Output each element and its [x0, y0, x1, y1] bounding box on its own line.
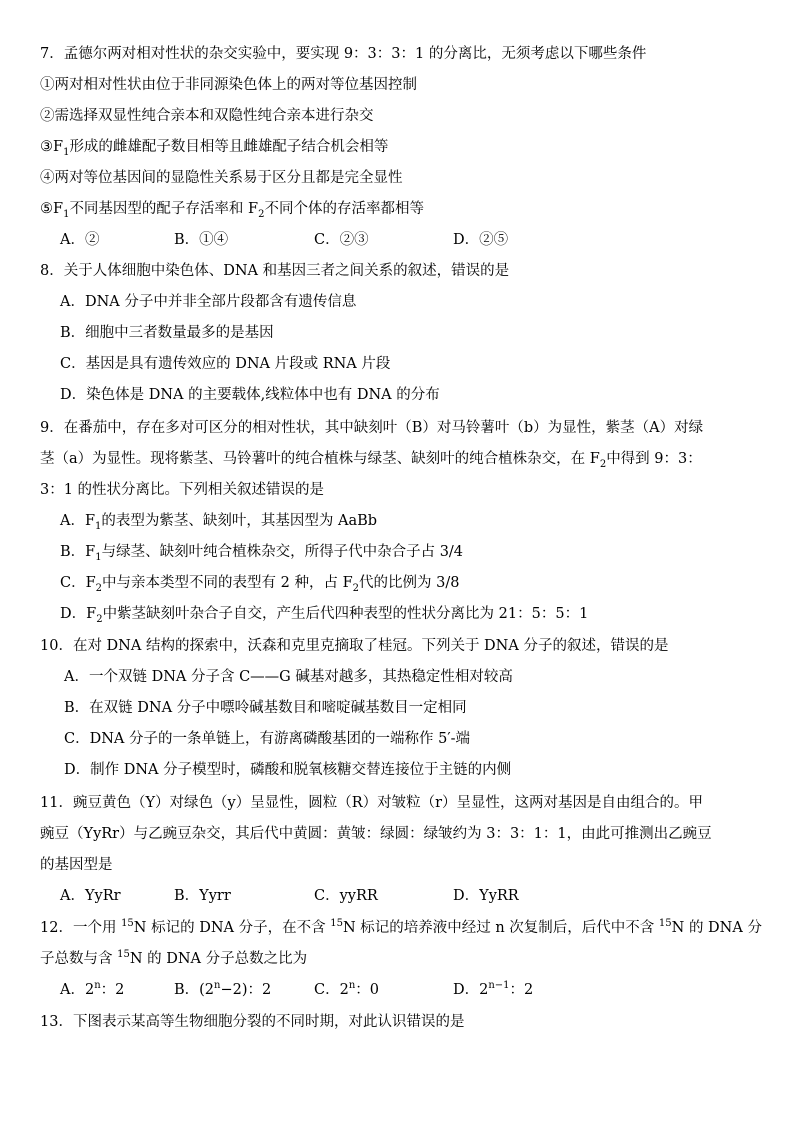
- q12-option-c: C．2$^n$：0: [314, 980, 380, 998]
- q8-option-a: A．DNA 分子中并非全部片段都含有遗传信息: [60, 294, 357, 310]
- q11-option-c: C．yyRR: [314, 888, 378, 904]
- q9-stem-line-1: 9．在番茄中，存在多对可区分的相对性状，其中缺刻叶（B）对马铃薯叶（b）为显性，紫茎（A）对绿: [40, 420, 704, 436]
- q7-option-b: B．①④: [174, 232, 229, 248]
- q11-stem-line-3: 的基因型是: [40, 857, 113, 873]
- q8-option-d: D．染色体是 DNA 的主要载体,线粒体中也有 DNA 的分布: [60, 387, 440, 403]
- q7-option-d: D．②⑤: [453, 232, 509, 248]
- q9-option-a: A．$F_1$的表型为紫茎、缺刻叶，其基因型为 AaBb: [60, 513, 378, 532]
- q12-stem-line-1: 12．一个用 $^{15}$N 标记的 DNA 分子，在不含 $^{15}$N 标记的培养液中经过 n 次复制后，后代中不含 $^{15}$N 的 DNA 分: [40, 918, 762, 936]
- q7-option-c: C．②③: [314, 232, 369, 248]
- q12-option-d: D．$2^{n-1}$：2: [453, 980, 534, 998]
- q10-option-d: D．制作 DNA 分子模型时，磷酸和脱氧核糖交替连接位于主链的内侧: [64, 762, 512, 778]
- q10-option-a: A．一个双链 DNA 分子含 C——G 碱基对越多，其热稳定性相对较高: [64, 669, 513, 685]
- q8-option-b: B．细胞中三者数量最多的是基因: [60, 325, 274, 341]
- q8-stem: 8．关于人体细胞中染色体、DNA 和基因三者之间关系的叙述，错误的是: [40, 263, 510, 279]
- q11-stem-line-1: 11．豌豆黄色（Y）对绿色（y）呈显性，圆粒（R）对皱粒（r）呈显性，这两对基因是自由组合的。甲: [40, 795, 704, 811]
- q7-statement-2: ②需选择双显性纯合亲本和双隐性纯合亲本进行杂交: [40, 108, 374, 124]
- q9-option-b: B．$F_1$与绿茎、缺刻叶纯合植株杂交，所得子代中杂合子占 3/4: [60, 544, 464, 563]
- q9-option-c: C．$F_2$中与亲本类型不同的表型有 2 种，占 $F_2$代的比例为 3/8: [60, 575, 460, 594]
- q7-statement-1: ①两对相对性状由位于非同源染色体上的两对等位基因控制: [40, 77, 417, 93]
- q12-option-b: B．$(2^n-2)$：2: [174, 980, 272, 998]
- q10-option-c: C．DNA 分子的一条单链上，有游离磷酸基团的一端称作 5′-端: [64, 731, 471, 747]
- q10-stem: 10．在对 DNA 结构的探索中，沃森和克里克摘取了桂冠。下列关于 DNA 分子的叙述，错误的是: [40, 638, 669, 654]
- q7-statement-5: $⑤F_1$不同基因型的配子存活率和 $F_2$不同个体的存活率都相等: [40, 201, 424, 220]
- q9-stem-line-3: 3：1 的性状分离比。下列相关叙述错误的是: [40, 482, 325, 498]
- q11-option-d: D．YyRR: [453, 888, 519, 904]
- q11-stem-line-2: 豌豆（YyRr）与乙豌豆杂交，其后代中黄圆：黄皱：绿圆：绿皱约为 3：3：1：1，由此可推测出乙豌豆: [40, 826, 712, 842]
- q9-option-d: D．$F_2$中紫茎缺刻叶杂合子自交，产生后代四种表型的性状分离比为 21：5：5：1: [60, 606, 589, 625]
- q12-option-a: A．2$^n$：2: [60, 980, 125, 998]
- q13-stem: 13．下图表示某高等生物细胞分裂的不同时期，对此认识错误的是: [40, 1014, 465, 1030]
- q7-stem: 7．孟德尔两对相对性状的杂交实验中，要实现 9：3：3：1 的分离比，无须考虑以下哪些条件: [40, 46, 647, 62]
- q12-stem-line-2: 子总数与含 $^{15}$N 的 DNA 分子总数之比为: [40, 949, 308, 967]
- q9-stem-line-2: 茎（a）为显性。现将紫茎、马铃薯叶的纯合植株与绿茎、缺刻叶的纯合植株杂交，在 $F_2$中得到 9：3：: [40, 451, 702, 470]
- q10-option-b: B．在双链 DNA 分子中嘌呤碱基数目和嘧啶碱基数目一定相同: [64, 700, 467, 716]
- q8-option-c: C．基因是具有遗传效应的 DNA 片段或 RNA 片段: [60, 356, 391, 372]
- q7-option-a: A．②: [60, 232, 100, 248]
- q7-statement-4: ④两对等位基因间的显隐性关系易于区分且都是完全显性: [40, 170, 403, 186]
- q11-option-a: A．YyRr: [60, 888, 121, 904]
- q7-statement-3: $③F_1$形成的雌雄配子数目相等且雌雄配子结合机会相等: [40, 139, 389, 158]
- q11-option-b: B．Yyrr: [174, 888, 231, 904]
